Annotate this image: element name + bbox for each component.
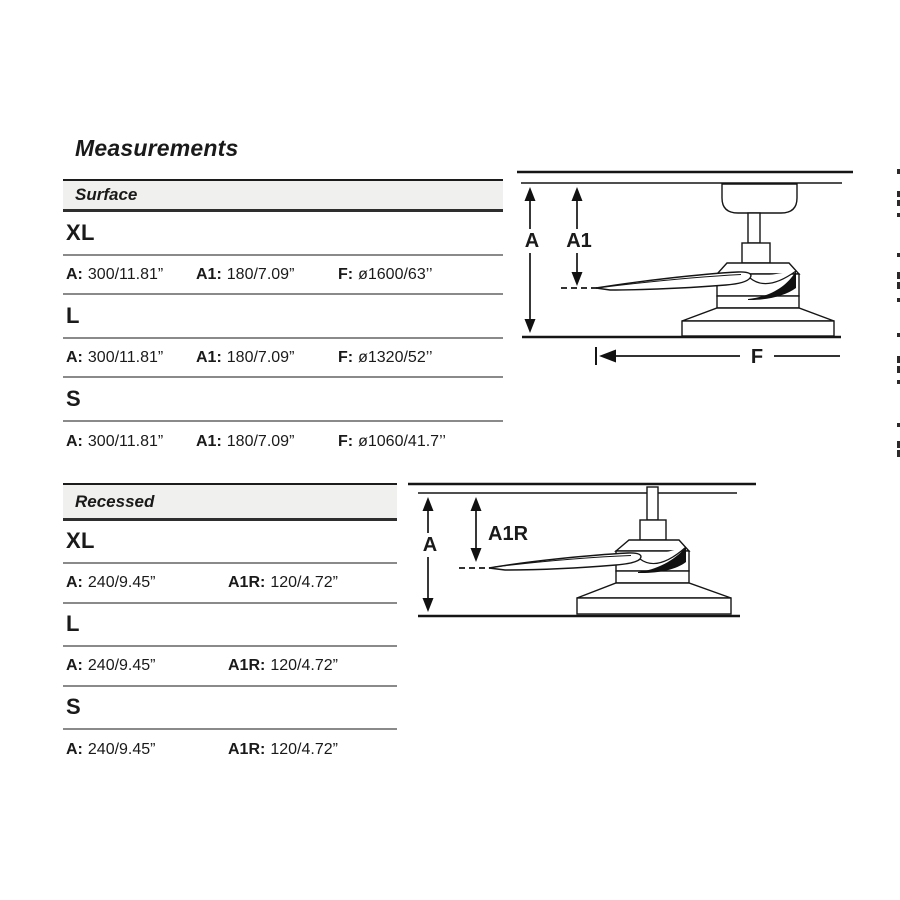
downrod (748, 213, 760, 243)
coupling (742, 243, 770, 263)
size-label: XL (66, 528, 95, 553)
dimension-a1r-value: 120/4.72” (270, 741, 338, 758)
page-title: Measurements (75, 135, 239, 161)
dimension-a1r-value: 120/4.72” (270, 574, 338, 591)
recessed-mount-diagram (408, 484, 756, 616)
surface-dimension-label-a: A (516, 229, 548, 253)
dimension-arrow-a1r (471, 497, 482, 562)
dimension-a-label: A: (66, 432, 83, 450)
size-label: S (66, 694, 81, 719)
recessed-table-header-label: Recessed (75, 491, 155, 511)
dimension-f-value: ø1600/63’’ (358, 265, 433, 283)
size-label: L (66, 611, 80, 636)
dimension-a-label: A: (66, 265, 83, 283)
dimension-a-label: A: (66, 574, 83, 591)
dimension-a-value: 300/11.81” (87, 265, 164, 283)
dimension-a-value: 240/9.45” (87, 657, 156, 674)
dimension-a1-label: A1: (196, 265, 222, 283)
base-cap (577, 598, 731, 614)
dimension-a-label: A: (66, 741, 83, 758)
dimension-a-value: 300/11.81” (87, 348, 164, 366)
dimension-a1r-value: 120/4.72” (270, 657, 338, 674)
dimension-f-label: F: (338, 348, 354, 366)
dimension-f-value: ø1320/52’’ (358, 348, 433, 366)
ceiling-fan-drawing (596, 184, 834, 336)
skirt (682, 308, 834, 321)
ceiling-lines (408, 484, 756, 493)
base-cap (682, 321, 834, 336)
ceiling-lines (517, 172, 853, 183)
recessed-dimension-label-a1r: A1R (488, 523, 529, 545)
dimension-a1-value: 180/7.09” (226, 265, 295, 283)
surface-table-header-label: Surface (75, 185, 138, 204)
canopy (722, 184, 797, 213)
dimension-f-label: F: (338, 432, 354, 450)
motor-band (616, 571, 689, 583)
size-label: L (66, 303, 80, 328)
ceiling-fan-drawing (489, 487, 731, 614)
size-label: S (66, 386, 81, 411)
dimension-a-label: A: (66, 657, 83, 674)
coupling (640, 520, 666, 540)
dimension-a1r-label: A1R: (228, 657, 266, 674)
surface-dimension-label-a1: A1 (556, 229, 602, 253)
surface-dimension-label-f: F (740, 345, 774, 369)
dimension-a1-value: 180/7.09” (226, 348, 295, 366)
dimension-arrow-f (596, 347, 840, 365)
dimension-f-label: F: (338, 265, 354, 283)
dimension-a1-label: A1: (196, 348, 222, 366)
dimension-a1r-label: A1R: (228, 574, 266, 591)
surface-mount-diagram (517, 172, 853, 365)
dimension-a-value: 240/9.45” (87, 574, 156, 591)
size-label: XL (66, 220, 95, 245)
dimension-a-label: A: (66, 348, 83, 366)
dimension-arrow-a (525, 187, 536, 333)
downrod (647, 487, 658, 520)
dimension-f-value: ø1060/41.7’’ (358, 432, 446, 450)
recessed-dimension-label-a: A (414, 533, 446, 557)
dimension-a1-label: A1: (196, 432, 222, 450)
dimension-a1-value: 180/7.09” (226, 432, 295, 450)
dimension-a-value: 300/11.81” (87, 432, 164, 450)
skirt (577, 583, 731, 598)
dimension-a-value: 240/9.45” (87, 741, 156, 758)
dimension-a1r-label: A1R: (228, 741, 266, 758)
